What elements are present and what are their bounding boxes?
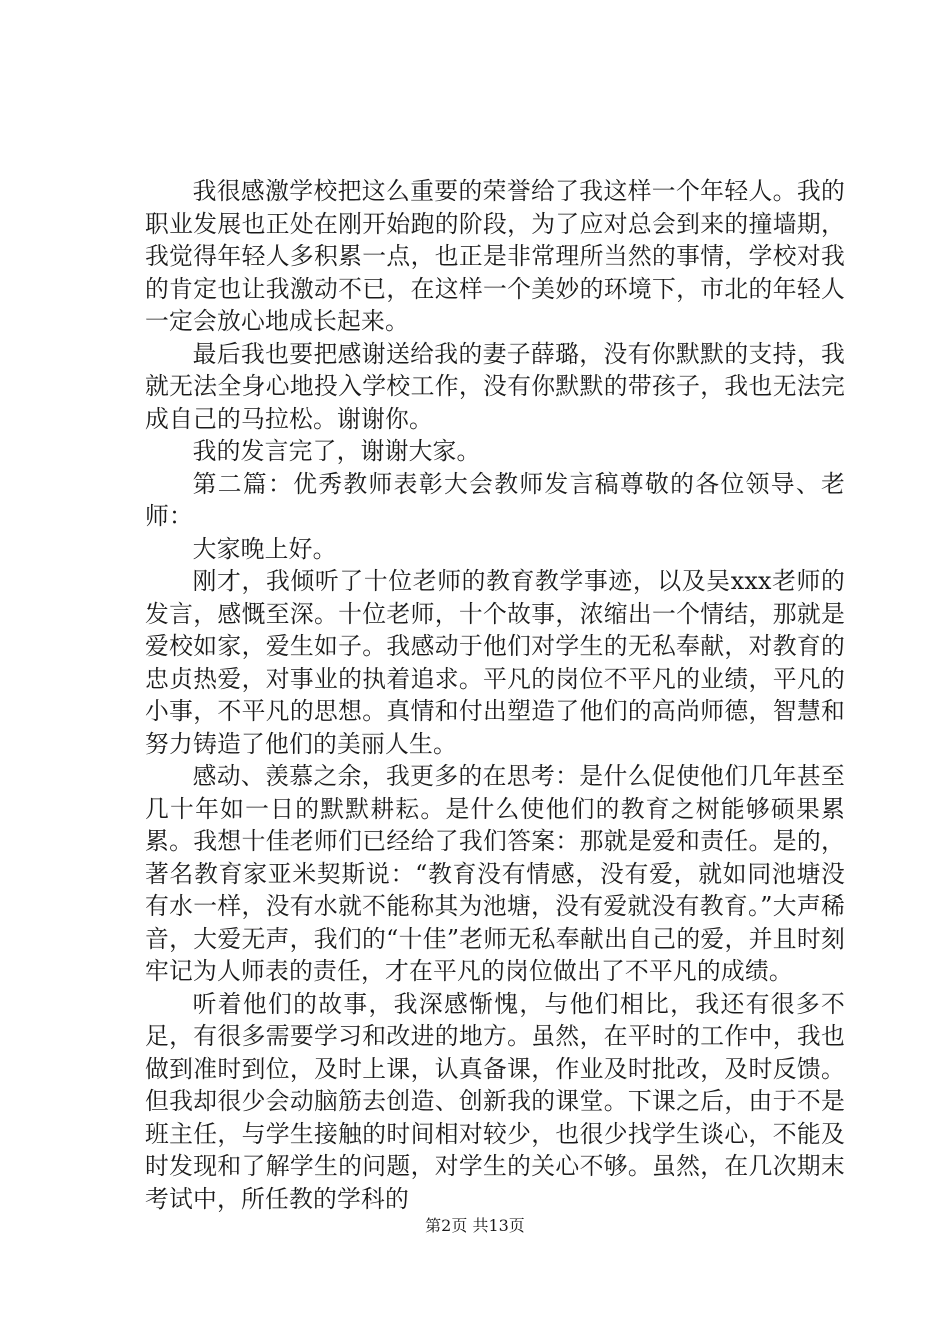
paragraph-4-section-heading: 第二篇：优秀教师表彰大会教师发言稿尊敬的各位领导、老师：	[145, 469, 845, 530]
document-body	[145, 175, 845, 1215]
paragraph-2: 最后我也要把感谢送给我的妻子薛璐，没有你默默的支持，我就无法全身心地投入学校工作，没有你默默的带孩子，我也无法完成自己的马拉松。谢谢你。	[145, 339, 845, 433]
paragraph-1: 我很感激学校把这么重要的荣誉给了我这样一个年轻人。我的职业发展也正处在刚开始跑的阶段，为了应对总会到来的撞墙期，我觉得年轻人多积累一点，也正是非常理所当然的事情，学校对我的肯定也让我激动不已，在这样一个美妙的环境下，市北的年轻人一定会放心地成长起来。	[145, 177, 845, 335]
paragraph-3: 我的发言完了，谢谢大家。	[192, 437, 481, 465]
paragraph-5: 大家晚上好。	[192, 534, 337, 563]
page-footer: 第2页 共13页	[425, 1216, 525, 1235]
paragraph-7: 感动、羡慕之余，我更多的在思考：是什么促使他们几年甚至几十年如一日的默默耕耘。是什么使他们的教育之树能够硕果累累。我想十佳老师们已经给了我们答案：那就是爱和责任。是的，著名教育家亚米契斯说：“教育没有情感，没有爱，就如同池塘没有水一样，没有水就不能称其为池塘，没有爱就没有教育。”大声稀音，大爱无声，我们的“十佳”老师无私奉献出自己的爱，并且时刻牢记为人师表的责任，才在平凡的岗位做出了不平凡的成绩。	[145, 762, 845, 985]
paragraph-6: 刚才，我倾听了十位老师的教育教学事迹，以及吴xxx老师的发言，感慨至深。十位老师，十个故事，浓缩出一个情结，那就是爱校如家，爱生如子。我感动于他们对学生的无私奉献，对教育的忠贞热爱，对事业的执着追求。平凡的岗位不平凡的业绩，平凡的小事，不平凡的思想。真情和付出塑造了他们的高尚师德，智慧和努力铸造了他们的美丽人生。	[145, 567, 845, 758]
paragraph-8: 听着他们的故事，我深感惭愧，与他们相比，我还有很多不足，有很多需要学习和改进的地方。虽然，在平时的工作中，我也做到准时到位，及时上课，认真备课，作业及时批改，及时反馈。但我却很少会动脑筋去创造、创新我的课堂。下课之后，由于不是班主任，与学生接触的时间相对较少，也很少找学生谈心，不能及时发现和了解学生的问题，对学生的关心不够。虽然，在几次期末考试中，所任教的学科的	[145, 989, 845, 1213]
